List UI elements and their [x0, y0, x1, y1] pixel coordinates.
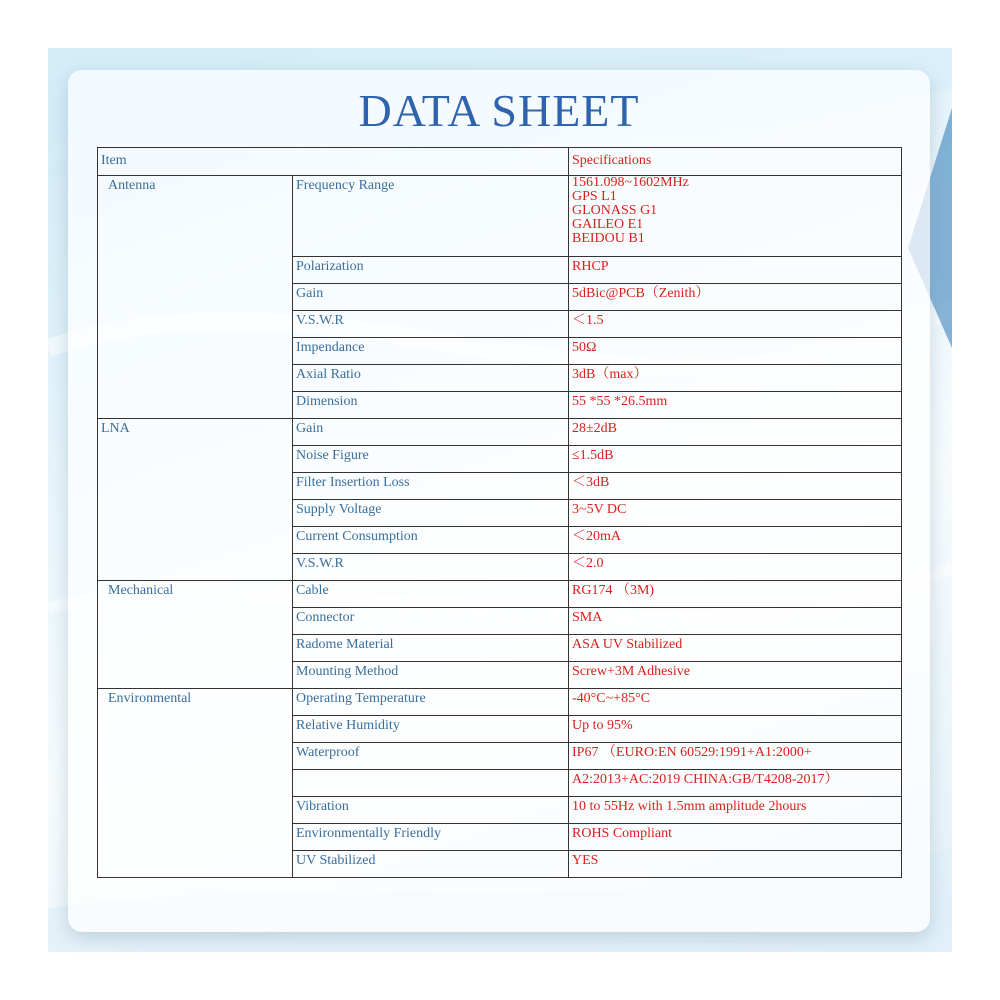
table-header-row: [98, 148, 902, 176]
table-row: [98, 176, 902, 257]
specification-cell: ＜3dB: [569, 473, 902, 500]
spec-table: [97, 147, 902, 878]
specification-cell: A2:2013+AC:2019 CHINA:GB/T4208-2017）: [569, 770, 902, 797]
specification-cell: 28±2dB: [569, 419, 902, 446]
specification-line: GLONASS G1: [572, 203, 658, 218]
specification-cell: ROHS Compliant: [569, 824, 902, 851]
parameter-cell: UV Stabilized: [293, 851, 569, 878]
specification-cell: Screw+3M Adhesive: [569, 662, 902, 689]
specification-cell: YES: [569, 851, 902, 878]
specification-cell: ＜2.0: [569, 554, 902, 581]
table-row: [98, 581, 902, 608]
specification-cell: ＜20mA: [569, 527, 902, 554]
specification-cell: 5dBic@PCB（Zenith）: [569, 284, 902, 311]
parameter-cell: Supply Voltage: [293, 500, 569, 527]
parameter-cell: Impendance: [293, 338, 569, 365]
parameter-cell: Gain: [293, 419, 569, 446]
table-row: [98, 689, 902, 716]
specification-cell: ＜1.5: [569, 311, 902, 338]
specification-cell: 50Ω: [569, 338, 902, 365]
parameter-cell: Connector: [293, 608, 569, 635]
parameter-cell: Relative Humidity: [293, 716, 569, 743]
specification-line: 1561.098~1602MHz: [572, 175, 689, 190]
specification-cell: -40°C~+85°C: [569, 689, 902, 716]
specification-cell: 3~5V DC: [569, 500, 902, 527]
parameter-cell: Dimension: [293, 392, 569, 419]
specification-cell: [569, 176, 902, 257]
specification-line: GPS L1: [572, 189, 617, 204]
parameter-cell: V.S.W.R: [293, 554, 569, 581]
parameter-cell: Radome Material: [293, 635, 569, 662]
specification-line: GAILEO E1: [572, 217, 644, 232]
parameter-cell: Axial Ratio: [293, 365, 569, 392]
parameter-cell: Cable: [293, 581, 569, 608]
data-sheet-card: [68, 70, 930, 932]
specification-cell: 3dB（max）: [569, 365, 902, 392]
parameter-cell: Operating Temperature: [293, 689, 569, 716]
group-label: Mechanical: [98, 581, 293, 689]
specification-line: BEIDOU B1: [572, 231, 645, 246]
table-row: [98, 419, 902, 446]
specification-cell: 10 to 55Hz with 1.5mm amplitude 2hours: [569, 797, 902, 824]
specification-cell: IP67 （EURO:EN 60529:1991+A1:2000+: [569, 743, 902, 770]
parameter-cell: Frequency Range: [293, 176, 569, 257]
parameter-cell: [293, 770, 569, 797]
specification-cell: ASA UV Stabilized: [569, 635, 902, 662]
parameter-cell: Noise Figure: [293, 446, 569, 473]
specification-cell: 55 *55 *26.5mm: [569, 392, 902, 419]
specification-cell: RG174 （3M): [569, 581, 902, 608]
group-label: Environmental: [98, 689, 293, 878]
parameter-cell: V.S.W.R: [293, 311, 569, 338]
group-label: Antenna: [98, 176, 293, 419]
group-label: LNA: [98, 419, 293, 581]
parameter-cell: Mounting Method: [293, 662, 569, 689]
specification-cell: ≤1.5dB: [569, 446, 902, 473]
specification-cell: Up to 95%: [569, 716, 902, 743]
parameter-cell: Filter Insertion Loss: [293, 473, 569, 500]
header-item: Item: [98, 148, 569, 176]
page-title: DATA SHEET: [358, 85, 640, 136]
parameter-cell: Gain: [293, 284, 569, 311]
parameter-cell: Environmentally Friendly: [293, 824, 569, 851]
parameter-cell: Vibration: [293, 797, 569, 824]
parameter-cell: Polarization: [293, 257, 569, 284]
specification-cell: SMA: [569, 608, 902, 635]
parameter-cell: Waterproof: [293, 743, 569, 770]
header-specifications: Specifications: [569, 148, 902, 176]
parameter-cell: Current Consumption: [293, 527, 569, 554]
specification-cell: RHCP: [569, 257, 902, 284]
